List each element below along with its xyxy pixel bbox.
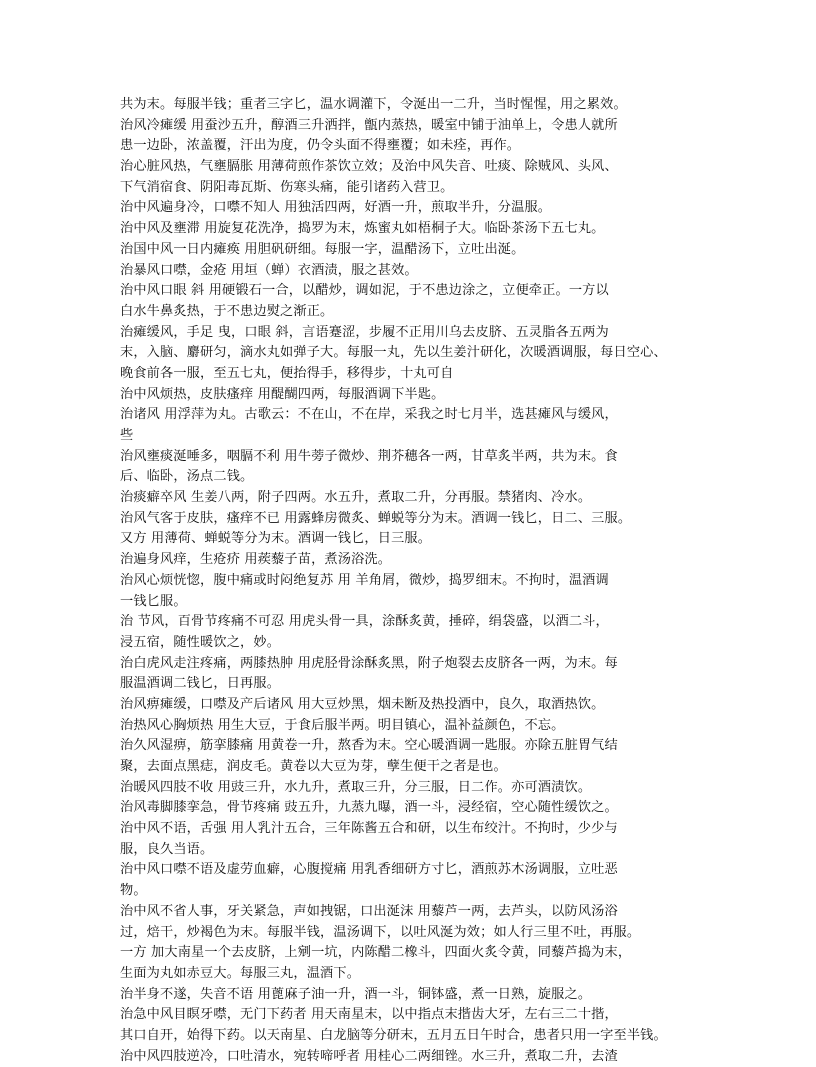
text-line: 治中风烦热，皮肤瘙痒 用醍醐四两，每服酒调下半匙。 [120,386,445,402]
text-line: 其口自开，始得下药。以天南星、白龙脑等分研末，五月五日午时合，患者只用一字至半钱。 [120,1027,667,1043]
text-line: 治风痹瘫缓，口噤及产后诸风 用大豆炒黑，烟未断及热投酒中，良久，取酒热饮。 [120,696,605,712]
text-line: 治风毒脚膝挛急，骨节疼痛 豉五升，九蒸九曝，酒一斗，浸经宿，空心随性缓饮之。 [120,800,618,816]
text-line: 治中风口眼 斜 用硬锻石一合，以醋炒，调如泥，于不患边涂之，立便牵正。一方以 [120,283,609,299]
text-line: 治瘫缓风，手足 曳，口眼 斜，言语蹇涩，步履不正用川乌去皮脐、五灵脂各五两为 [120,324,609,340]
text-line: 治中风四肢逆冷，口吐清水，宛转啼呼者 用桂心二两细锉。水三升，煮取二升，去渣 [120,1048,618,1064]
text-line: 共为末。每服半钱；重者三字匕，温水调灌下，令涎出一二升，当时惺惺，用之累效。 [120,97,627,112]
text-line: 治暴风口噤，金疮 用垣（蝉）衣酒渍，服之甚效。 [120,262,418,278]
text-line: 治中风及壅滞 用旋复花洗净，捣罗为末，炼蜜丸如梧桐子大。临卧茶汤下五七丸。 [120,221,605,237]
text-line: 下气消宿食、阴阳毒瓦斯、伤寒头痛，能引诸药入营卫。 [120,179,454,195]
text-line: 浸五宿，随性暖饮之，妙。 [120,634,281,650]
text-line: 治急中风目瞑牙噤，无门下药者 用天南星末，以中指点末揩齿大牙，左右三二十揩， [120,1007,618,1023]
text-line: 治遍身风痒，生疮疥 用蒺藜子苗，煮汤浴洗。 [120,552,392,568]
text-line: 一方 加大南星一个去皮脐，上剜一坑，内陈醋二橡斗，四面火炙令黄，同藜芦捣为末， [120,945,632,961]
text-line: 治风冷瘫缓 用蚕沙五升，醇酒三升洒拌，甑内蒸热，暖室中铺于油单上，令患人就所 [120,117,618,133]
text-line: 晚食前各一服，至五七丸，便抬得手，移得步，十丸可自 [120,365,454,381]
text-line: 聚，去面点黑痣，润皮毛。黄卷以大豆为芽，孽生便干之者是也。 [120,759,507,774]
text-line: 治白虎风走注疼痛，两膝热肿 用虎胫骨涂酥炙黑，附子炮裂去皮脐各一两，为末。每 [120,655,618,671]
text-line: 治风心烦恍惚，腹中痛或时闷绝复苏 用 羊角屑，微炒，捣罗细末。不拘时，温酒调 [120,572,609,588]
text-line: 治 节风，百骨节疼痛不可忍 用虎头骨一具，涂酥炙黄，捶碎，绢袋盛，以酒二斗， [120,614,609,630]
text-line: 些 [120,428,134,443]
text-line: 治热风心胸烦热 用生大豆，于食后服半两。明目镇心，温补益颜色，不忘。 [120,717,565,733]
text-line: 治暖风四肢不收 用豉三升，水九升，煮取三升，分三服，日二作。亦可酒渍饮。 [120,779,592,795]
text-line: 治痰癖卒风 生姜八两，附子四两。水五升，煮取二升，分再服。禁猪肉、冷水。 [120,490,592,506]
text-line: 治久风湿痹，筋挛膝痛 用黄卷一升，熬香为末。空心暖酒调一匙服。亦除五脏胃气结 [120,738,618,754]
text-line: 治诸风 用浮萍为丸。古歌云：不在山，不在岸，采我之时七月半，选甚瘫风与缓风， [120,407,618,423]
text-line: 治国中风一日内瘫痪 用胆矾研细。每服一字，温醋汤下，立吐出涎。 [120,241,525,257]
text-line: 又方 用薄荷、蝉蜕等分为末。酒调一钱匕，日三服。 [120,531,432,547]
text-line: 治心脏风热，气壅膈胀 用薄荷煎作茶饮立效；及治中风失音、吐痰、除贼风、头风、 [120,159,618,175]
text-line: 治风壅痰涎唾多，咽膈不利 用牛蒡子微炒、荆芥穗各一两，甘草炙半两，共为末。食 [120,448,618,464]
text-line: 末，入脑、麝研匀，滴水丸如弹子大。每服一丸，先以生姜汁研化，次暖酒调服，每日空心、 [120,345,667,361]
text-line: 服温酒调二钱匕，日再服。 [120,676,281,692]
text-line: 过，焙干，炒褐色为末。每服半钱，温汤调下，以吐风涎为效；如人行三里不吐，再服。 [120,924,641,940]
text-line: 患一边卧，浓盖覆，汗出为度，仍令头面不得壅覆；如未痊，再作。 [120,138,521,154]
text-line: 治中风不语，舌强 用人乳汁五合，三年陈酱五合和研，以生布绞汁。不拘时，少少与 [120,821,618,837]
text-line: 白水牛鼻炙热，于不患边熨之渐正。 [120,303,334,319]
text-line: 治中风口噤不语及虚劳血癖，心腹搅痛 用乳香细研方寸匕，酒煎苏木汤调服，立吐恶 [120,862,618,878]
text-line: 治中风不省人事，牙关紧急，声如拽锯，口出涎沫 用藜芦一两，去芦头，以防风汤浴 [120,903,618,919]
text-line: 治半身不遂，失音不语 用蓖麻子油一升，酒一斗，铜钵盛，煮一日熟，旋服之。 [120,986,592,1002]
document-text-body [120,95,690,1067]
text-line: 治风气客于皮肤，瘙痒不已 用露蜂房微炙、蝉蜕等分为末。酒调一钱匕，日二、三服。 [120,510,632,526]
text-line: 后、临卧，汤点二钱。 [120,469,254,485]
text-line: 生面为丸如赤豆大。每服三丸，温酒下。 [120,965,361,981]
text-line: 一钱匕服。 [120,593,187,609]
text-line: 服，良久当语。 [120,841,214,857]
text-line: 治中风遍身冷，口噤不知人 用独活四两，好酒一升，煎取半升，分温服。 [120,200,552,216]
text-line: 物。 [120,883,147,899]
